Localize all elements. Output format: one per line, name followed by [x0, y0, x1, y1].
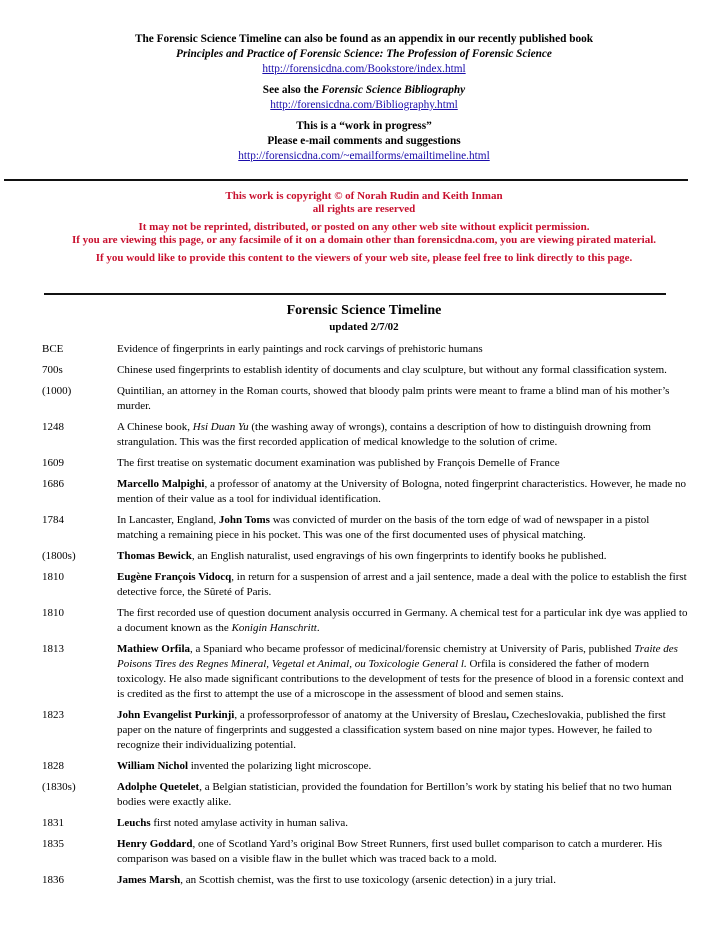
- entry-date: 1810: [42, 571, 64, 583]
- see-also-prefix: See also the: [262, 84, 322, 96]
- person-name: William Nichol: [117, 760, 188, 772]
- divider-bottom: [44, 293, 666, 295]
- email-prompt: Please e-mail comments and suggestions: [267, 135, 461, 147]
- copyright-line: This work is copyright © of Norah Rudin and Keith Inman: [225, 190, 503, 202]
- entry-text: , in return for a suspension of arrest and a jail sentence, made a deal with the police to establish the first detective force, the Sûreté of Paris.: [117, 571, 687, 598]
- timeline-entry: [42, 363, 692, 378]
- entry-date: 1248: [42, 421, 64, 433]
- person-name: Eugène François Vidocq: [117, 571, 232, 583]
- entry-text: , a professorprofessor of anatomy at the University of Breslau: [234, 709, 507, 721]
- person-name: James Marsh: [117, 874, 181, 886]
- entry-text: The first treatise on systematic document examination was published by François Demelle of France: [117, 457, 560, 469]
- timeline-entry: [42, 477, 692, 507]
- timeline-entry: [42, 513, 692, 543]
- person-name: Thomas Bewick: [117, 550, 192, 562]
- entry-description: [117, 708, 692, 753]
- entry-description: [117, 873, 692, 888]
- person-name: Mathiew Orfila: [117, 643, 191, 655]
- person-name: Henry Goddard: [117, 838, 193, 850]
- no-reprint-line: It may not be reprinted, distributed, or posted on any other web site without explicit permission.: [138, 221, 590, 233]
- entry-description: [117, 837, 692, 867]
- timeline-entry: [42, 873, 692, 888]
- timeline-entry: [42, 642, 692, 702]
- work-title: Konigin Hanschritt: [231, 622, 317, 634]
- entry-text: (the washing away of wrongs), contains a description of how to distinguish drowning from strangulation. This was the first recorded application of medical knowledge to the solution of crime.: [117, 421, 651, 448]
- timeline-entry: [42, 708, 692, 753]
- timeline-entry: [42, 816, 692, 831]
- entry-description: [117, 384, 692, 414]
- timeline-list: [42, 342, 692, 894]
- bibliography-title: Forensic Science Bibliography: [321, 84, 466, 96]
- timeline-entry: [42, 384, 692, 414]
- link-permission-line: If you would like to provide this content to the viewers of your web site, please feel free to link directly to this page.: [95, 252, 633, 264]
- entry-date: 1813: [42, 643, 64, 655]
- entry-date: 1810: [42, 607, 64, 619]
- page-title: Forensic Science Timeline: [286, 303, 442, 318]
- entry-text: In Lancaster, England,: [117, 514, 219, 526]
- see-also-line: [0, 83, 728, 98]
- entry-text: invented the polarizing light microscope.: [188, 760, 372, 772]
- entry-text: The first recorded use of question document analysis occurred in Germany. A chemical test for a particular ink dye was applied to a document known as the: [117, 607, 688, 634]
- entry-description: [117, 342, 692, 357]
- work-in-progress: This is a “work in progress”: [296, 120, 432, 132]
- entry-date: 1784: [42, 514, 64, 526]
- person-name: Leuchs: [117, 817, 151, 829]
- entry-text: Quintilian, an attorney in the Roman courts, showed that bloody palm prints were meant to frame a blind man of his mother’s murder.: [117, 385, 670, 412]
- entry-date: 1828: [42, 760, 64, 772]
- entry-text: .: [316, 622, 320, 634]
- book-notice: The Forensic Science Timeline can also be found as an appendix in our recently published book: [134, 33, 594, 45]
- timeline-entry: [42, 780, 692, 810]
- entry-text: Chinese used fingerprints to establish identity of documents and clay sculpture, but without any formal classification system.: [117, 364, 667, 376]
- timeline-entry: [42, 342, 692, 357]
- divider-top: [4, 179, 688, 181]
- timeline-entry: [42, 456, 692, 471]
- entry-date: 1686: [42, 478, 64, 490]
- entry-description: [117, 513, 692, 543]
- timeline-entry: [42, 606, 692, 636]
- timeline-entry: [42, 549, 692, 564]
- entry-description: [117, 570, 692, 600]
- bibliography-line: [0, 98, 728, 113]
- piracy-line: If you are viewing this page, or any facsimile of it on a domain other than forensicdna.com, you are viewing pirated material.: [71, 234, 657, 246]
- entry-description: [117, 780, 692, 810]
- entry-date: 700s: [42, 364, 63, 376]
- person-name: John Evangelist Purkinji: [117, 709, 235, 721]
- entry-date: 1609: [42, 457, 64, 469]
- entry-description: [117, 816, 692, 831]
- person-name: ,: [506, 709, 509, 721]
- entry-text: was convicted of murder on the basis of the torn edge of wad of newspaper in a pistol matching a remaining piece in his pocket. This was one of the first documented uses of physical matching.: [117, 514, 650, 541]
- entry-text: , an Scottish chemist, was the first to use toxicology (arsenic detection) in a jury trial.: [180, 874, 556, 886]
- bibliography-link[interactable]: http://forensicdna.com/Bibliography.html: [270, 99, 458, 111]
- entry-description: [117, 549, 692, 564]
- timeline-entry: [42, 837, 692, 867]
- header-notice: [0, 32, 728, 164]
- person-name: John Toms: [218, 514, 270, 526]
- book-title: Principles and Practice of Forensic Science: The Profession of Forensic Science: [176, 48, 552, 60]
- entry-text: Evidence of fingerprints in early paintings and rock carvings of prehistoric humans: [117, 343, 483, 355]
- bookstore-link[interactable]: http://forensicdna.com/Bookstore/index.html: [262, 63, 466, 75]
- entry-date: (1800s): [42, 550, 76, 562]
- entry-text: , an English naturalist, used engravings of his own fingerprints to identify books he published.: [191, 550, 607, 562]
- rights-line: all rights are reserved: [312, 203, 416, 215]
- email-line: [0, 149, 728, 164]
- entry-description: [117, 456, 692, 471]
- entry-date: 1836: [42, 874, 64, 886]
- timeline-entry: [42, 759, 692, 774]
- bookstore-line: [0, 62, 728, 77]
- person-name: Adolphe Quetelet: [117, 781, 200, 793]
- entry-date: 1831: [42, 817, 64, 829]
- work-title: Hsi Duan Yu: [192, 421, 249, 433]
- entry-description: [117, 363, 692, 378]
- updated-date: updated 2/7/02: [329, 321, 399, 333]
- entry-text: Czecheslovakia, published the first paper on the nature of fingerprints and suggested a classification system based on nine major types. However, he failed to recognize their individualizing potential.: [117, 709, 666, 751]
- entry-date: (1830s): [42, 781, 76, 793]
- entry-text: , a professor of anatomy at the University of Bologna, noted fingerprint characteristics. However, he made no mention of their value as a tool for individual identification.: [117, 478, 687, 505]
- entry-text: , one of Scotland Yard’s original Bow Street Runners, first used bullet comparison to catch a murderer. His comparison was based on a visible flaw in the bullet which was traced back to a mold.: [117, 838, 663, 865]
- entry-date: BCE: [42, 343, 64, 355]
- entry-description: [117, 759, 692, 774]
- email-link[interactable]: http://forensicdna.com/~emailforms/emailtimeline.html: [238, 150, 490, 162]
- book-title-line: [0, 47, 728, 62]
- entry-description: [117, 642, 692, 702]
- entry-date: 1823: [42, 709, 64, 721]
- entry-date: 1835: [42, 838, 64, 850]
- entry-text: , a Spaniard who became professor of medicinal/forensic chemistry at University of Paris, published: [190, 643, 635, 655]
- timeline-entry: [42, 420, 692, 450]
- entry-description: [117, 606, 692, 636]
- entry-text: , a Belgian statistician, provided the foundation for Bertillon’s work by stating his belief that no two human bodies were exactly alike.: [117, 781, 672, 808]
- entry-description: [117, 477, 692, 507]
- person-name: Marcello Malpighi: [117, 478, 205, 490]
- timeline-entry: [42, 570, 692, 600]
- entry-text: A Chinese book,: [117, 421, 193, 433]
- work-title: Traite des Poisons Tires des Regnes Mineral, Vegetal et Animal, ou Toxicologie General l.: [117, 643, 678, 670]
- entry-date: (1000): [42, 385, 72, 397]
- copyright-notice: [0, 190, 728, 265]
- entry-text: Orfila is considered the father of modern toxicology. He also made significant contributions to the development of tests for the presence of blood in a forensic context and is credited as the first to attempt the use of a microscope in the assessment of blood and semen stains.: [117, 658, 684, 700]
- entry-description: [117, 420, 692, 450]
- entry-text: first noted amylase activity in human saliva.: [150, 817, 348, 829]
